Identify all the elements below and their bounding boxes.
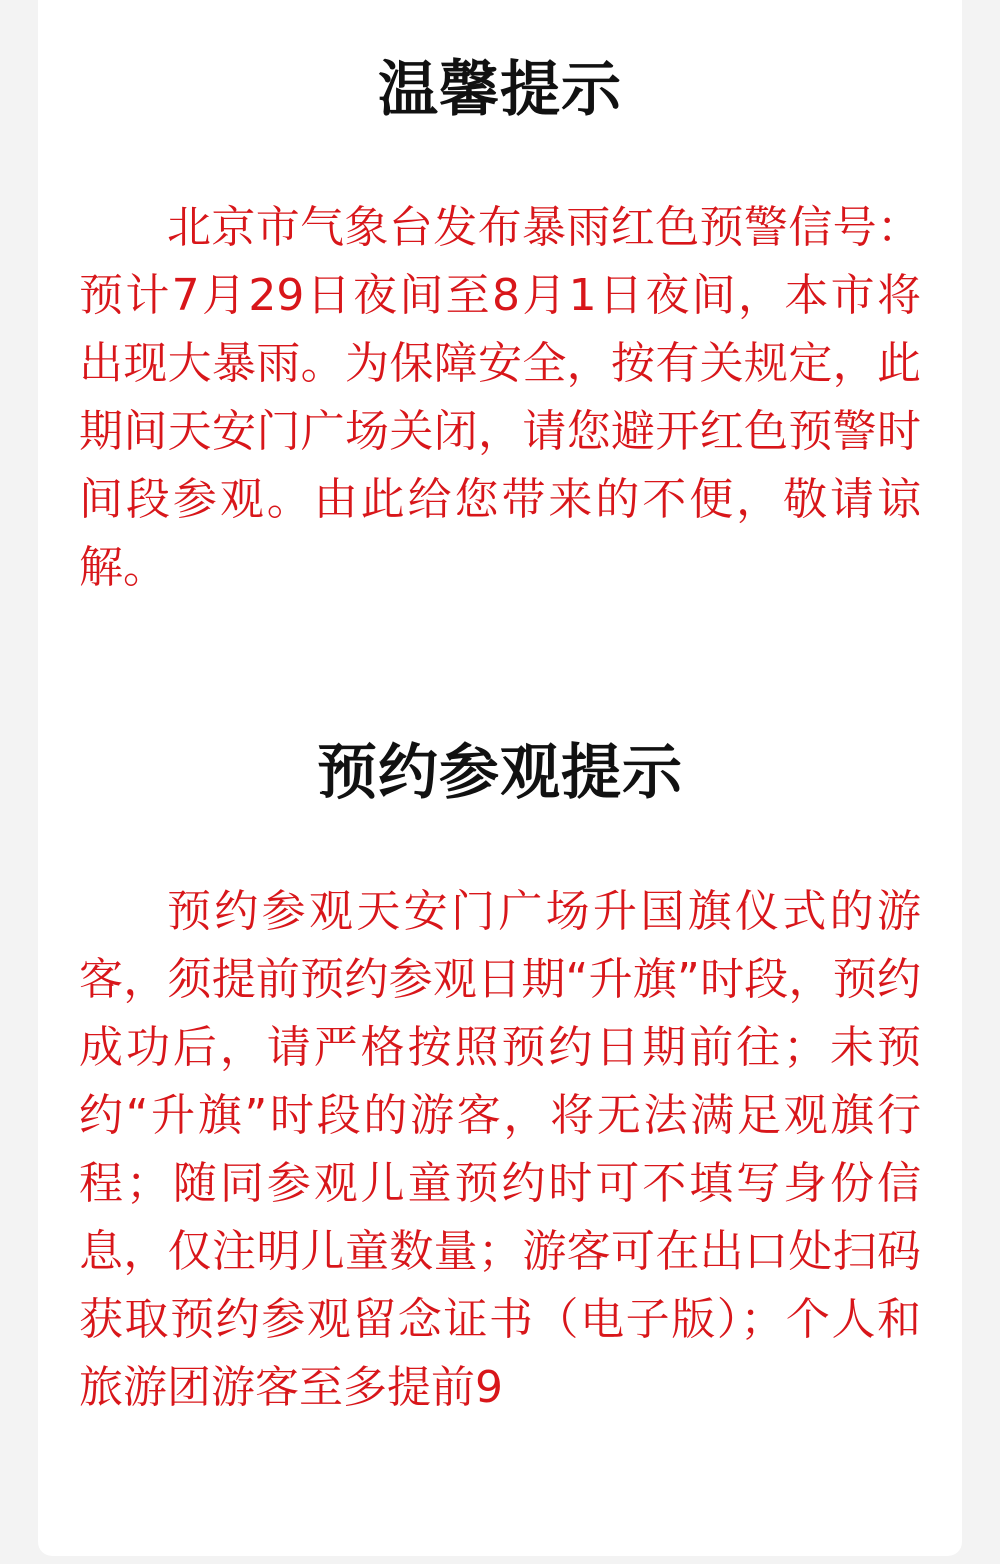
notice-body: 北京市气象台发布暴雨红色预警信号：预计7月29日夜间至8月1日夜间，本市将出现大暴雨。为保障安全，按有关规定，此期间天安门广场关闭，请您避开红色预警时间段参观。由此给您带来的不便，敬请谅解。	[79, 202, 921, 593]
notice-title: 温馨提示	[378, 55, 622, 125]
content-card	[38, 0, 962, 1556]
reservation-title: 预约参观提示	[317, 738, 683, 808]
reservation-body: 预约参观天安门广场升国旗仪式的游客，须提前预约参观日期“升旗”时段，预约成功后，请严格按照预约日期前往；未预约“升旗”时段的游客，将无法满足观旗行程；随同参观儿童预约时可不填写身份信息，仅注明儿童数量；游客可在出口处扫码获取预约参观留念证书（电子版）；个人和旅游团游客至多提前9	[79, 886, 921, 1413]
